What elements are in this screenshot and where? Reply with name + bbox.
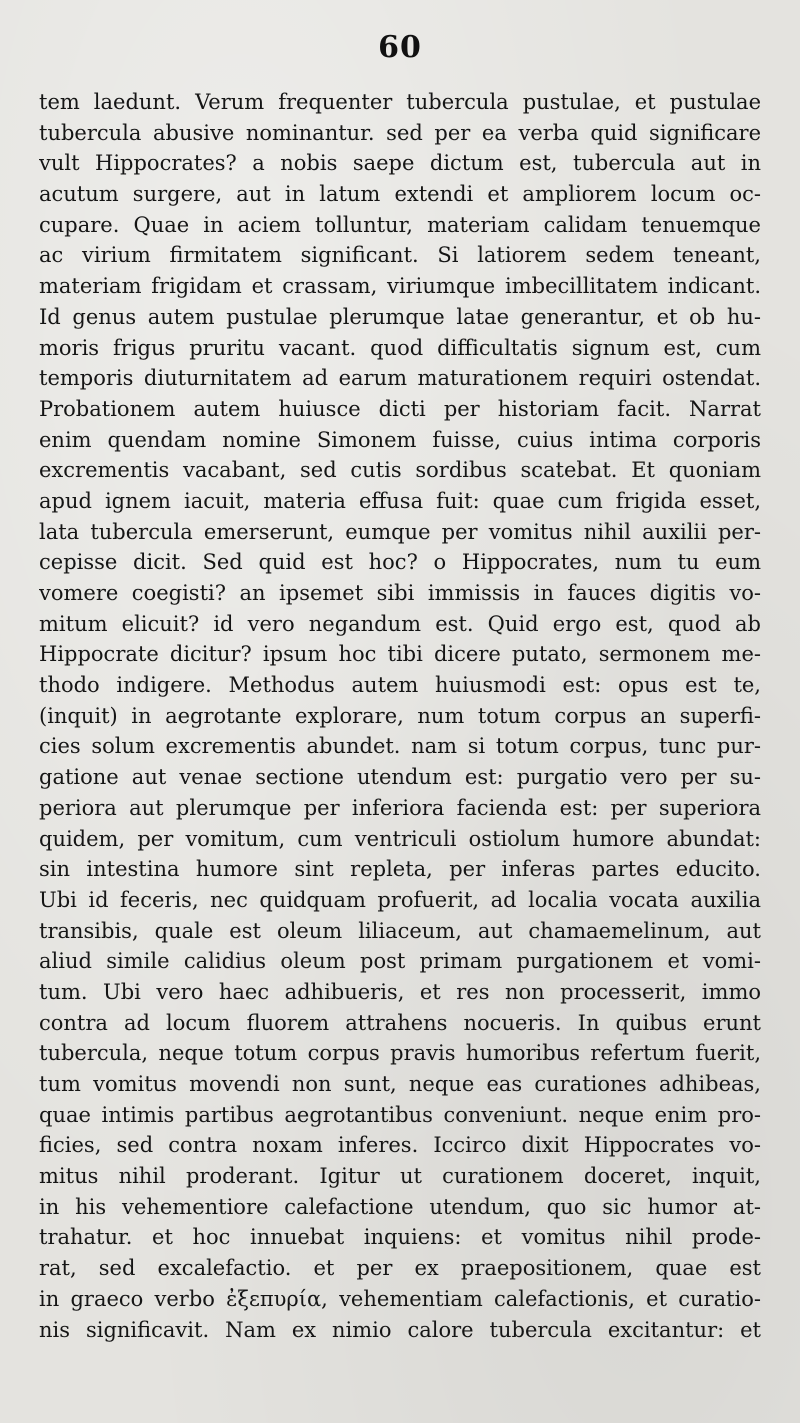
page-number: 60: [378, 30, 422, 65]
text-line: in his vehementiore calefactione utendum, quo sic humor at-: [39, 1194, 761, 1219]
text-line: aliud simile calidius oleum post primam purgationem et vomi-: [39, 949, 761, 974]
text-line: cupare. Quae in aciem tolluntur, materiam calidam tenuemque: [39, 212, 761, 237]
text-line: sin intestina humore sint repleta, per inferas partes educito.: [39, 857, 761, 882]
text-line: nis significavit. Nam ex nimio calore tubercula excitantur: et: [39, 1317, 761, 1342]
text-line: ac virium firmitatem significant. Si latiorem sedem teneant,: [39, 243, 761, 268]
text-line: thodo indigere. Methodus autem huiusmodi est: opus est te,: [39, 673, 761, 698]
text-line: tem laedunt. Verum frequenter tubercula pustulae, et pustulae: [39, 90, 761, 114]
text-line: Ubi id feceris, nec quidquam profuerit, ad localia vocata auxilia: [39, 887, 761, 912]
text-line: (inquit) in aegrotante explorare, num totum corpus an superfi-: [39, 703, 761, 728]
text-line: mitus nihil proderant. Igitur ut curationem doceret, inquit,: [39, 1164, 761, 1189]
body-text: [39, 87, 761, 1345]
text-line: enim quendam nomine Simonem fuisse, cuius intima corporis: [39, 427, 761, 452]
text-line: acutum surgere, aut in latum extendi et ampliorem locum oc-: [39, 182, 761, 207]
text-line: cies solum excrementis abundet. nam si totum corpus, tunc pur-: [39, 734, 761, 759]
text-line: in graeco verbo ἐξεπυρία, vehementiam calefactionis, et curatio-: [39, 1286, 761, 1311]
text-line: rat, sed excalefactio. et per ex praepositionem, quae est: [39, 1256, 761, 1281]
text-line: quae intimis partibus aegrotantibus conveniunt. neque enim pro-: [39, 1102, 761, 1127]
text-line: gatione aut venae sectione utendum est: purgatio vero per su-: [39, 765, 761, 790]
text-line: vult Hippocrates? a nobis saepe dictum est, tubercula aut in: [39, 151, 761, 176]
text-line: temporis diuturnitatem ad earum maturationem requiri ostendat.: [39, 366, 761, 391]
text-line: quidem, per vomitum, cum ventriculi ostiolum humore abundat:: [39, 826, 761, 851]
text-line: Probationem autem huiusce dicti per historiam facit. Narrat: [39, 396, 761, 421]
text-line: apud ignem iacuit, materia effusa fuit: quae cum frigida esset,: [39, 488, 761, 513]
text-line: tum. Ubi vero haec adhibueris, et res non processerit, immo: [39, 979, 761, 1004]
text-line: periora aut plerumque per inferiora facienda est: per superiora: [39, 795, 761, 820]
text-line: tubercula, neque totum corpus pravis humoribus refertum fuerit,: [39, 1041, 761, 1066]
text-line: cepisse dicit. Sed quid est hoc? o Hippocrates, num tu eum: [39, 550, 761, 575]
text-line: materiam frigidam et crassam, viriumque imbecillitatem indicant.: [39, 274, 761, 299]
text-line: tubercula abusive nominantur. sed per ea verba quid significare: [39, 120, 761, 145]
text-line: vomere coegisti? an ipsemet sibi immissis in fauces digitis vo-: [39, 581, 761, 605]
text-line: excrementis vacabant, sed cutis sordibus scatebat. Et quoniam: [39, 458, 761, 483]
text-line: ficies, sed contra noxam inferes. Iccirco dixit Hippocrates vo-: [39, 1133, 761, 1158]
text-line: contra ad locum fluorem attrahens nocueris. In quibus erunt: [39, 1010, 761, 1035]
text-line: tum vomitus movendi non sunt, neque eas curationes adhibeas,: [39, 1072, 761, 1096]
text-line: transibis, quale est oleum liliaceum, aut chamaemelinum, aut: [39, 918, 761, 943]
text-line: Id genus autem pustulae plerumque latae generantur, et ob hu-: [39, 304, 761, 329]
text-line: trahatur. et hoc innuebat inquiens: et vomitus nihil prode-: [39, 1225, 761, 1250]
text-line: mitum elicuit? id vero negandum est. Quid ergo est, quod ab: [39, 611, 761, 636]
text-line: Hippocrate dicitur? ipsum hoc tibi dicere putato, sermonem me-: [39, 642, 761, 667]
text-line: moris frigus pruritu vacant. quod difficultatis signum est, cum: [39, 335, 761, 360]
text-line: lata tubercula emerserunt, eumque per vomitus nihil auxilii per-: [39, 519, 761, 544]
